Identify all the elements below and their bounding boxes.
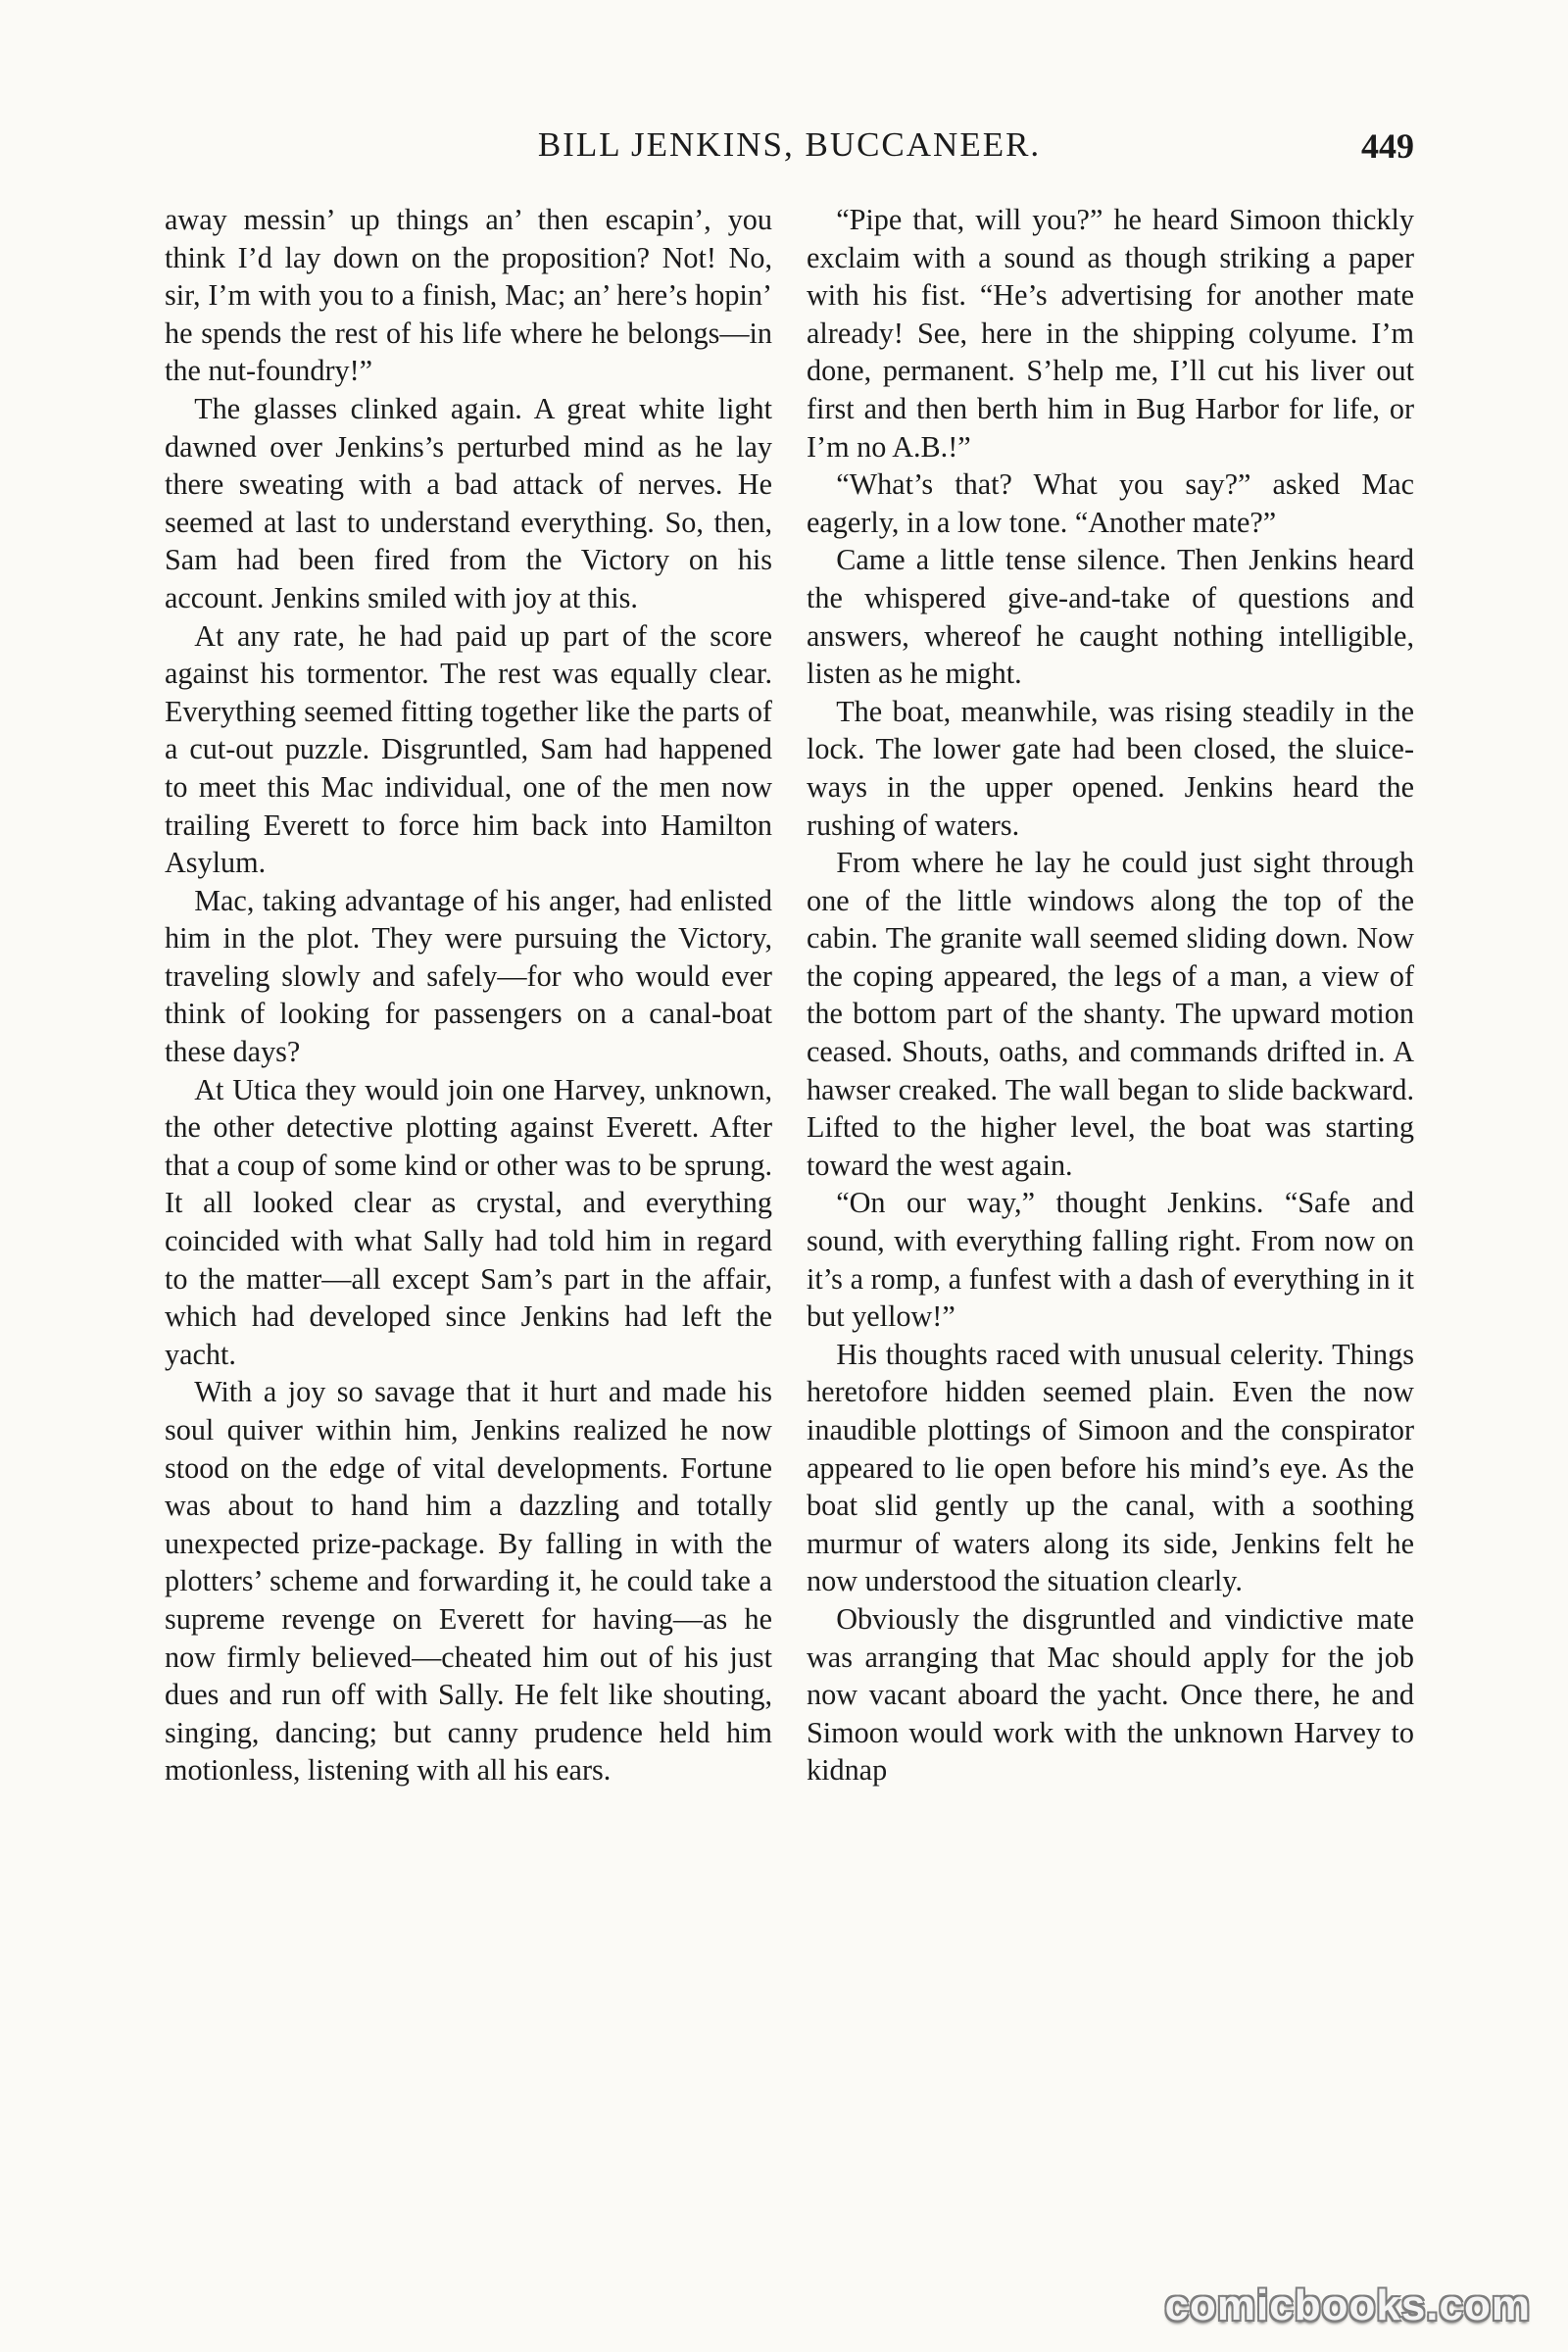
paragraph: “What’s that? What you say?” asked Mac eagerly, in a low tone. “Another mate?” xyxy=(807,467,1414,539)
right-column xyxy=(807,201,1414,1789)
paragraph: Mac, taking advantage of his anger, had enlisted him in the plot. They were pursuing the Victory, traveling slowly and safely—for who would ever think of looking for passengers on a canal-boat these days? xyxy=(165,883,772,1069)
left-column xyxy=(165,201,772,1789)
page-header xyxy=(165,125,1414,172)
paragraph: “On our way,” thought Jenkins. “Safe and sound, with everything falling right. From now on it’s a romp, a funfest with a dash of everything in it but yellow!” xyxy=(807,1186,1414,1334)
paragraph: At Utica they would join one Harvey, unknown, the other detective plotting against Everett. After that a coup of some kind or other was to be sprung. It all looked clear as crystal, and everything coincided with what Sally had told him in regard to the matter—all except Sam’s part in the affair, which had developed since Jenkins had left the yacht. xyxy=(165,1072,772,1371)
paragraph: His thoughts raced with unusual celerity. Things heretofore hidden seemed plain. Even the now inaudible plottings of Simoon and the conspirator appeared to lie open before his mind’s eye. As the boat slid gently up the canal, with a soothing murmur of waters along its side, Jenkins felt he now understood the situation clearly. xyxy=(807,1337,1414,1598)
paragraph: “Pipe that, will you?” he heard Simoon thickly exclaim with a sound as though striking a paper with his fist. “He’s advertising for another mate already! See, here in the shipping colyume. I’m done, permanent. S’help me, I’ll cut his liver out first and then berth him in Bug Harbor for life, or I’m no A.B.!” xyxy=(807,203,1414,464)
paragraph: The glasses clinked again. A great white light dawned over Jenkins’s perturbed mind as he lay there sweating with a bad attack of nerves. He seemed at last to understand everything. So, then, Sam had been fired from the Victory on his account. Jenkins smiled with joy at this. xyxy=(165,391,772,614)
paragraph: From where he lay he could just sight through one of the little windows along the top of the cabin. The granite wall seemed sliding down. Now the coping appeared, the legs of a man, a view of the bottom part of the shanty. The upward motion ceased. Shouts, oaths, and commands drifted in. A hawser creaked. The wall began to slide backward. Lifted to the higher level, the boat was starting toward the west again. xyxy=(807,846,1414,1182)
paragraph: With a joy so savage that it hurt and made his soul quiver within him, Jenkins realized he now stood on the edge of vital developments. Fortune was about to hand him a dazzling and totally unexpected prize-package. By falling in with the plotters’ scheme and forwarding it, he could take a supreme revenge on Everett for having—as he now firmly believed—cheated him out of his just dues and run off with Sally. He felt like shouting, singing, dancing; but canny prudence held him motionless, listening with all his ears. xyxy=(165,1375,772,1788)
paragraph: Came a little tense silence. Then Jenkins heard the whispered give-and-take of questions and answers, whereof he caught nothing intelligible, listen as he might. xyxy=(807,543,1414,691)
watermark-logo: comicbooks.com xyxy=(1164,2281,1531,2329)
paragraph: Obviously the disgruntled and vindictive mate was arranging that Mac should apply for the job now vacant aboard the yacht. Once there, he and Simoon would work with the unknown Harvey to kidnap xyxy=(807,1601,1414,1788)
running-head: BILL JENKINS, BUCCANEER. xyxy=(537,125,1042,164)
page-number: 449 xyxy=(1361,126,1414,166)
paragraph: away messin’ up things an’ then escapin’, you think I’d lay down on the proposition? Not! No, sir, I’m with you to a finish, Mac; an’ here’s hopin’ he spends the rest of his life where he belongs—in the nut-foundry!” xyxy=(165,203,772,388)
paragraph: The boat, meanwhile, was rising steadily in the lock. The lower gate had been closed, the sluice-ways in the upper opened. Jenkins heard the rushing of waters. xyxy=(807,694,1414,842)
paragraph: At any rate, he had paid up part of the score against his tormentor. The rest was equally clear. Everything seemed fitting together like the parts of a cut-out puzzle. Disgruntled, Sam had happened to meet this Mac individual, one of the men now trailing Everett to force him back into Hamilton Asylum. xyxy=(165,618,772,880)
